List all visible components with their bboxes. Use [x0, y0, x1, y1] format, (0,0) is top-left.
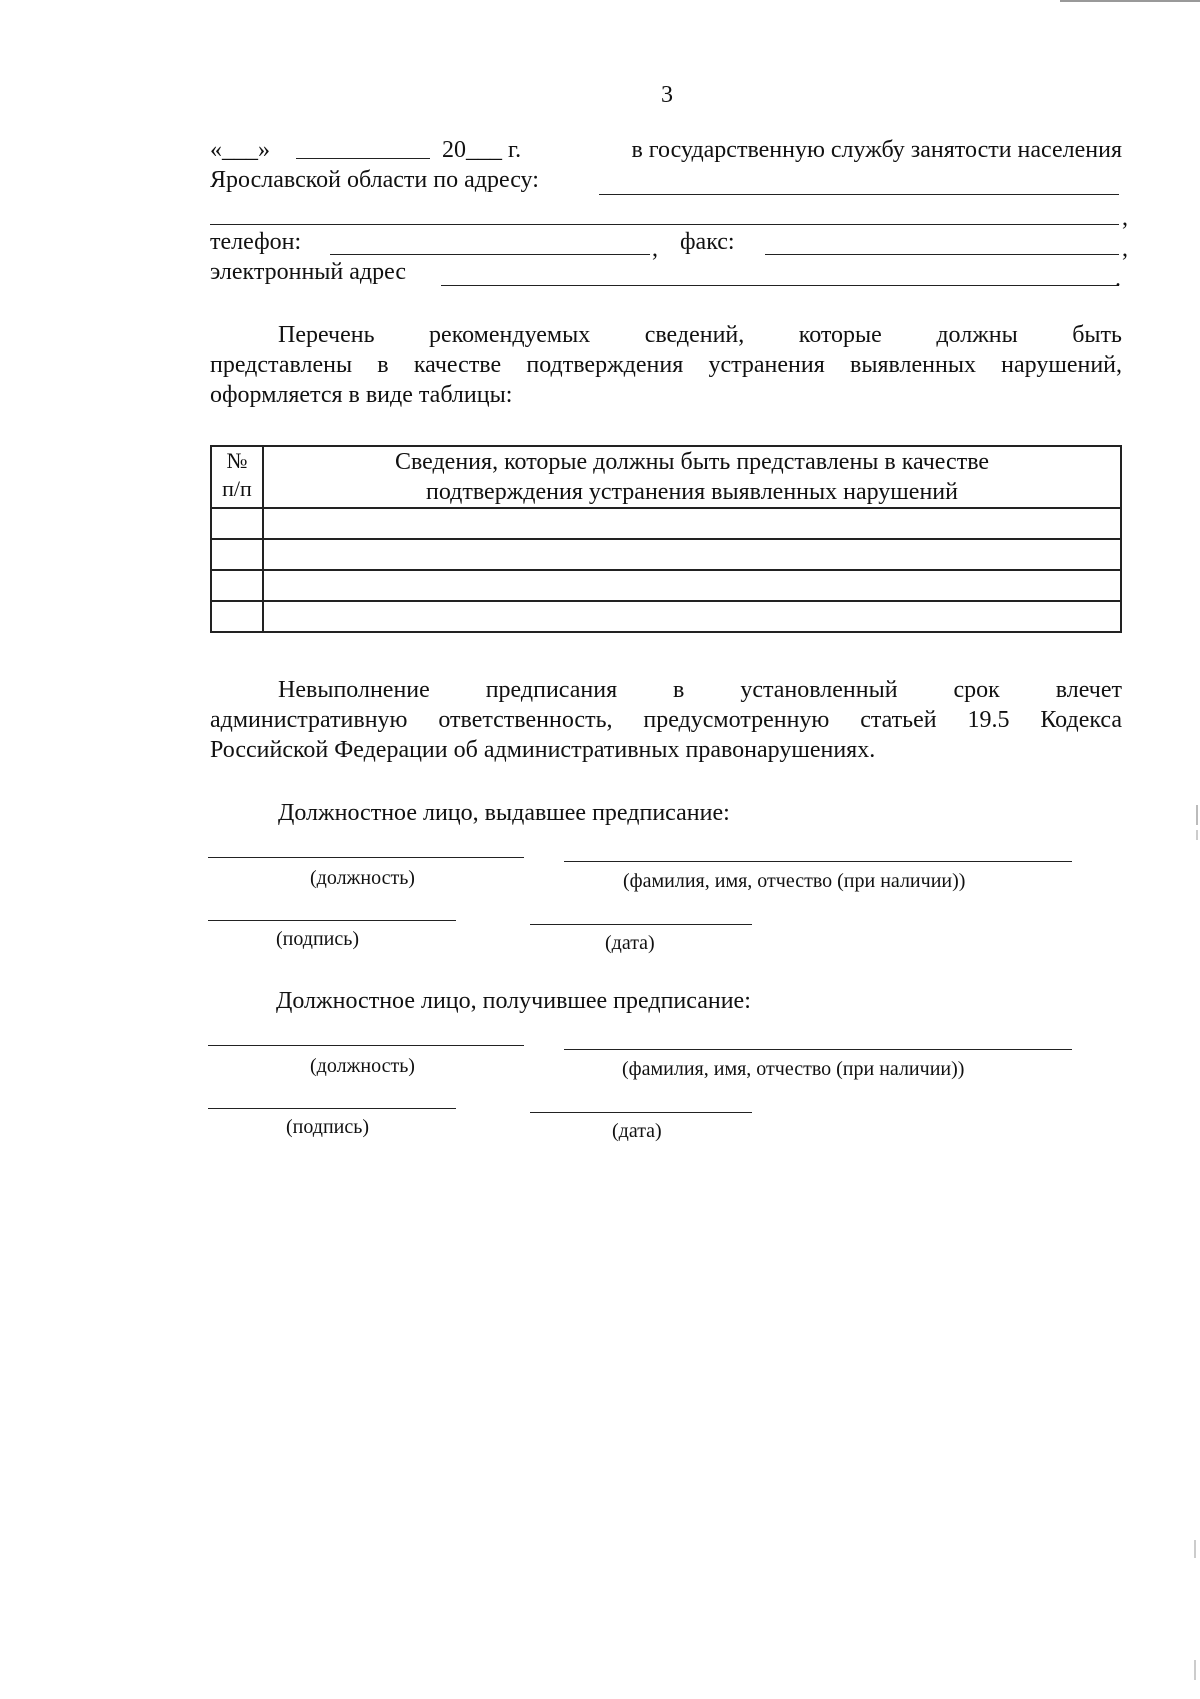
- table-cell: [211, 508, 263, 539]
- table-row: [211, 508, 1121, 539]
- table-cell: [263, 601, 1121, 632]
- intro-line-2: представлены в качестве подтверждения устранения выявленных нарушений,: [210, 352, 1122, 378]
- col-info-header: [263, 446, 1121, 508]
- receiver-name-caption: (фамилия, имя, отчество (при наличии)): [622, 1058, 965, 1080]
- issuer-position-blank: [208, 857, 524, 858]
- phone-comma: ,: [652, 236, 658, 262]
- phone-blank: [330, 254, 650, 255]
- issuer-name-caption: (фамилия, имя, отчество (при наличии)): [623, 870, 966, 892]
- scan-mark: [1196, 805, 1198, 825]
- date-day-placeholder: «___»: [210, 137, 270, 163]
- table-cell: [263, 539, 1121, 570]
- scan-mark: [1194, 1540, 1196, 1558]
- table-cell: [211, 570, 263, 601]
- phone-label: телефон:: [210, 229, 302, 255]
- receiver-signature-blank: [208, 1108, 456, 1109]
- col-info-header-line1: Сведения, которые должны быть представлены в качестве: [394, 449, 990, 475]
- issuer-title: Должностное лицо, выдавшее предписание:: [278, 800, 730, 826]
- issuer-date-blank: [530, 924, 752, 925]
- intro-line-1: Перечень рекомендуемых сведений, которые должны быть: [278, 322, 1122, 348]
- table-cell: [211, 539, 263, 570]
- email-label: электронный адрес: [210, 259, 407, 285]
- address-blank-2: [210, 224, 1119, 225]
- col-number-header: [211, 446, 263, 508]
- table-header-row: [211, 446, 1121, 508]
- receiver-title: Должностное лицо, получившее предписание:: [276, 988, 751, 1014]
- col-number-header-line2: п/п: [222, 476, 252, 501]
- table-row: [211, 570, 1121, 601]
- col-info-header-line2: подтверждения устранения выявленных нарушений: [426, 479, 958, 505]
- issuer-signature-caption: (подпись): [276, 928, 360, 950]
- receiver-name-blank: [564, 1049, 1072, 1050]
- email-blank: [441, 285, 1119, 286]
- issuer-date-caption: (дата): [605, 932, 655, 954]
- warning-line-3: Российской Федерации об административных правонарушениях.: [210, 737, 876, 763]
- service-text: в государственную службу занятости населения: [631, 137, 1122, 163]
- table-row: [211, 601, 1121, 632]
- table-cell: [263, 508, 1121, 539]
- evidence-table: [210, 445, 1122, 633]
- address-comma: ,: [1122, 205, 1128, 231]
- receiver-signature-caption: (подпись): [286, 1116, 370, 1138]
- scan-mark: [1194, 1660, 1196, 1680]
- email-period: .: [1115, 266, 1121, 292]
- receiver-position-caption: (должность): [310, 1055, 415, 1077]
- date-month-blank: [296, 158, 430, 159]
- issuer-position-caption: (должность): [310, 867, 415, 889]
- issuer-signature-blank: [208, 920, 456, 921]
- page-number: 3: [661, 82, 673, 108]
- receiver-position-blank: [208, 1045, 524, 1046]
- receiver-date-caption: (дата): [612, 1120, 662, 1142]
- fax-label: факс:: [680, 229, 735, 255]
- issuer-name-blank: [564, 861, 1072, 862]
- receiver-date-blank: [530, 1112, 752, 1113]
- intro-line-3: оформляется в виде таблицы:: [210, 382, 513, 408]
- table-cell: [263, 570, 1121, 601]
- address-blank-1: [599, 194, 1119, 195]
- table-row: [211, 539, 1121, 570]
- warning-line-1: Невыполнение предписания в установленный срок влечет: [278, 677, 1122, 703]
- scan-mark: [1196, 830, 1198, 840]
- date-year: 20___ г.: [442, 137, 522, 163]
- fax-blank: [765, 254, 1119, 255]
- col-number-header-line1: №: [226, 448, 248, 473]
- fax-comma: ,: [1122, 236, 1128, 262]
- warning-line-2: административную ответственность, предусмотренную статьей 19.5 Кодекса: [210, 707, 1122, 733]
- header-line-2: Ярославской области по адресу:: [210, 167, 539, 193]
- table-cell: [211, 601, 263, 632]
- scan-mark: [1060, 0, 1200, 2]
